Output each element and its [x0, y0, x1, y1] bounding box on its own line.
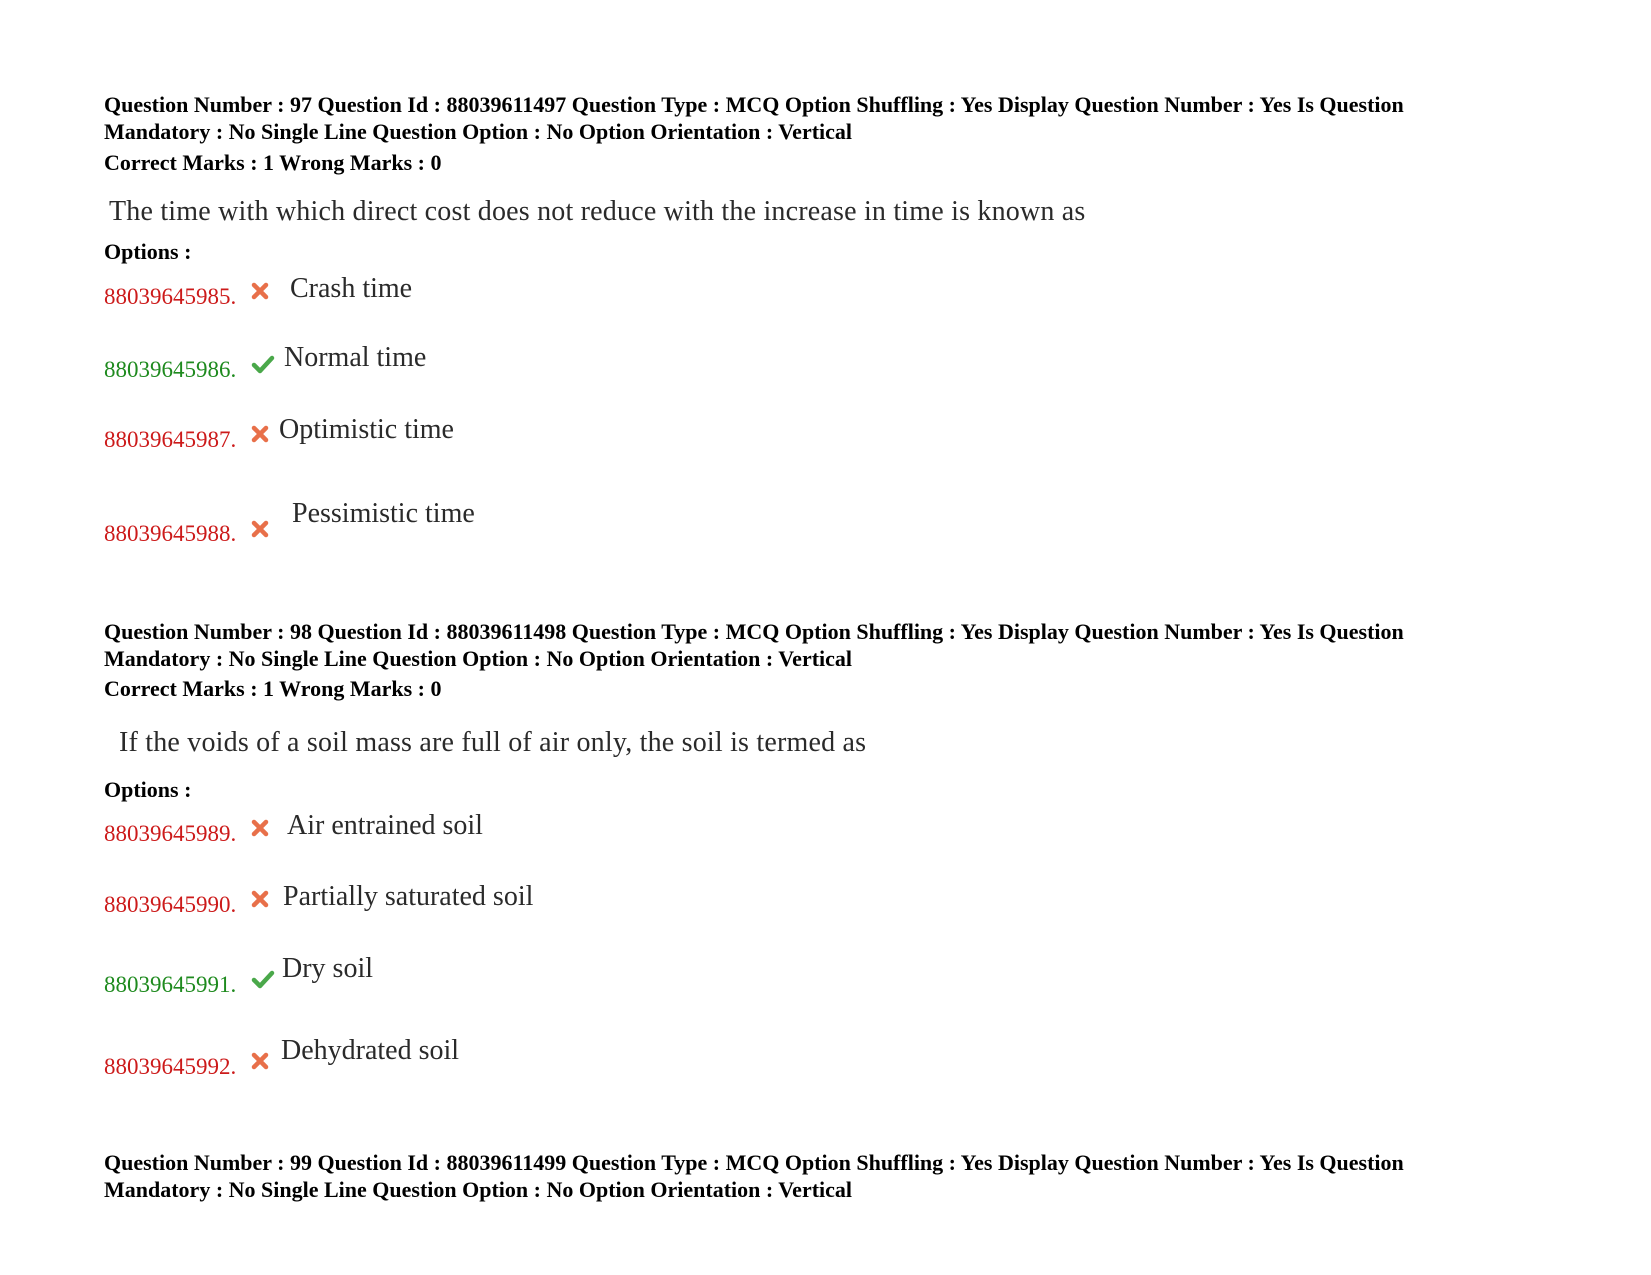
question-text: If the voids of a soil mass are full of air only, the soil is termed as: [119, 727, 867, 758]
check-icon: [251, 969, 275, 989]
cross-icon: [250, 889, 270, 909]
option-text: Normal time: [284, 342, 427, 373]
option-text: Crash time: [290, 273, 413, 304]
option-id: 88039645989.: [104, 821, 237, 846]
option-text: Air entrained soil: [287, 810, 483, 841]
check-icon: [251, 354, 275, 374]
options-label: Options :: [104, 777, 192, 802]
marks-info: Correct Marks : 1 Wrong Marks : 0: [104, 150, 442, 175]
option-id: 88039645987.: [104, 427, 237, 452]
marks-info: Correct Marks : 1 Wrong Marks : 0: [104, 676, 442, 701]
cross-icon: [250, 818, 270, 838]
option-text: Optimistic time: [279, 414, 454, 445]
question-meta: Question Number : 97 Question Id : 88039611497 Question Type : MCQ Option Shuffling : Yes Display Question Number : Yes Is Question Mandatory : No Single Line Question Option : No Option Orientation : Vertical: [104, 92, 1404, 144]
option-text: Partially saturated soil: [283, 881, 534, 912]
option-text: Dehydrated soil: [281, 1035, 460, 1066]
cross-icon: [250, 281, 270, 301]
option-id: 88039645991.: [104, 972, 237, 997]
option-text: Dry soil: [282, 953, 373, 984]
question-text: The time with which direct cost does not reduce with the increase in time is known as: [109, 196, 1086, 227]
option-id: 88039645992.: [104, 1054, 237, 1079]
cross-icon: [250, 424, 270, 444]
cross-icon: [250, 519, 270, 539]
option-id: 88039645988.: [104, 521, 237, 546]
cross-icon: [250, 1051, 270, 1071]
option-id: 88039645990.: [104, 892, 237, 917]
option-id: 88039645985.: [104, 284, 237, 309]
question-meta: Question Number : 98 Question Id : 88039611498 Question Type : MCQ Option Shuffling : Yes Display Question Number : Yes Is Question Mandatory : No Single Line Question Option : No Option Orientation : Vertical: [104, 619, 1404, 671]
option-text: Pessimistic time: [292, 498, 475, 529]
options-label: Options :: [104, 239, 192, 264]
question-meta: Question Number : 99 Question Id : 88039611499 Question Type : MCQ Option Shuffling : Yes Display Question Number : Yes Is Question Mandatory : No Single Line Question Option : No Option Orientation : Vertical: [104, 1150, 1404, 1202]
option-id: 88039645986.: [104, 357, 237, 382]
